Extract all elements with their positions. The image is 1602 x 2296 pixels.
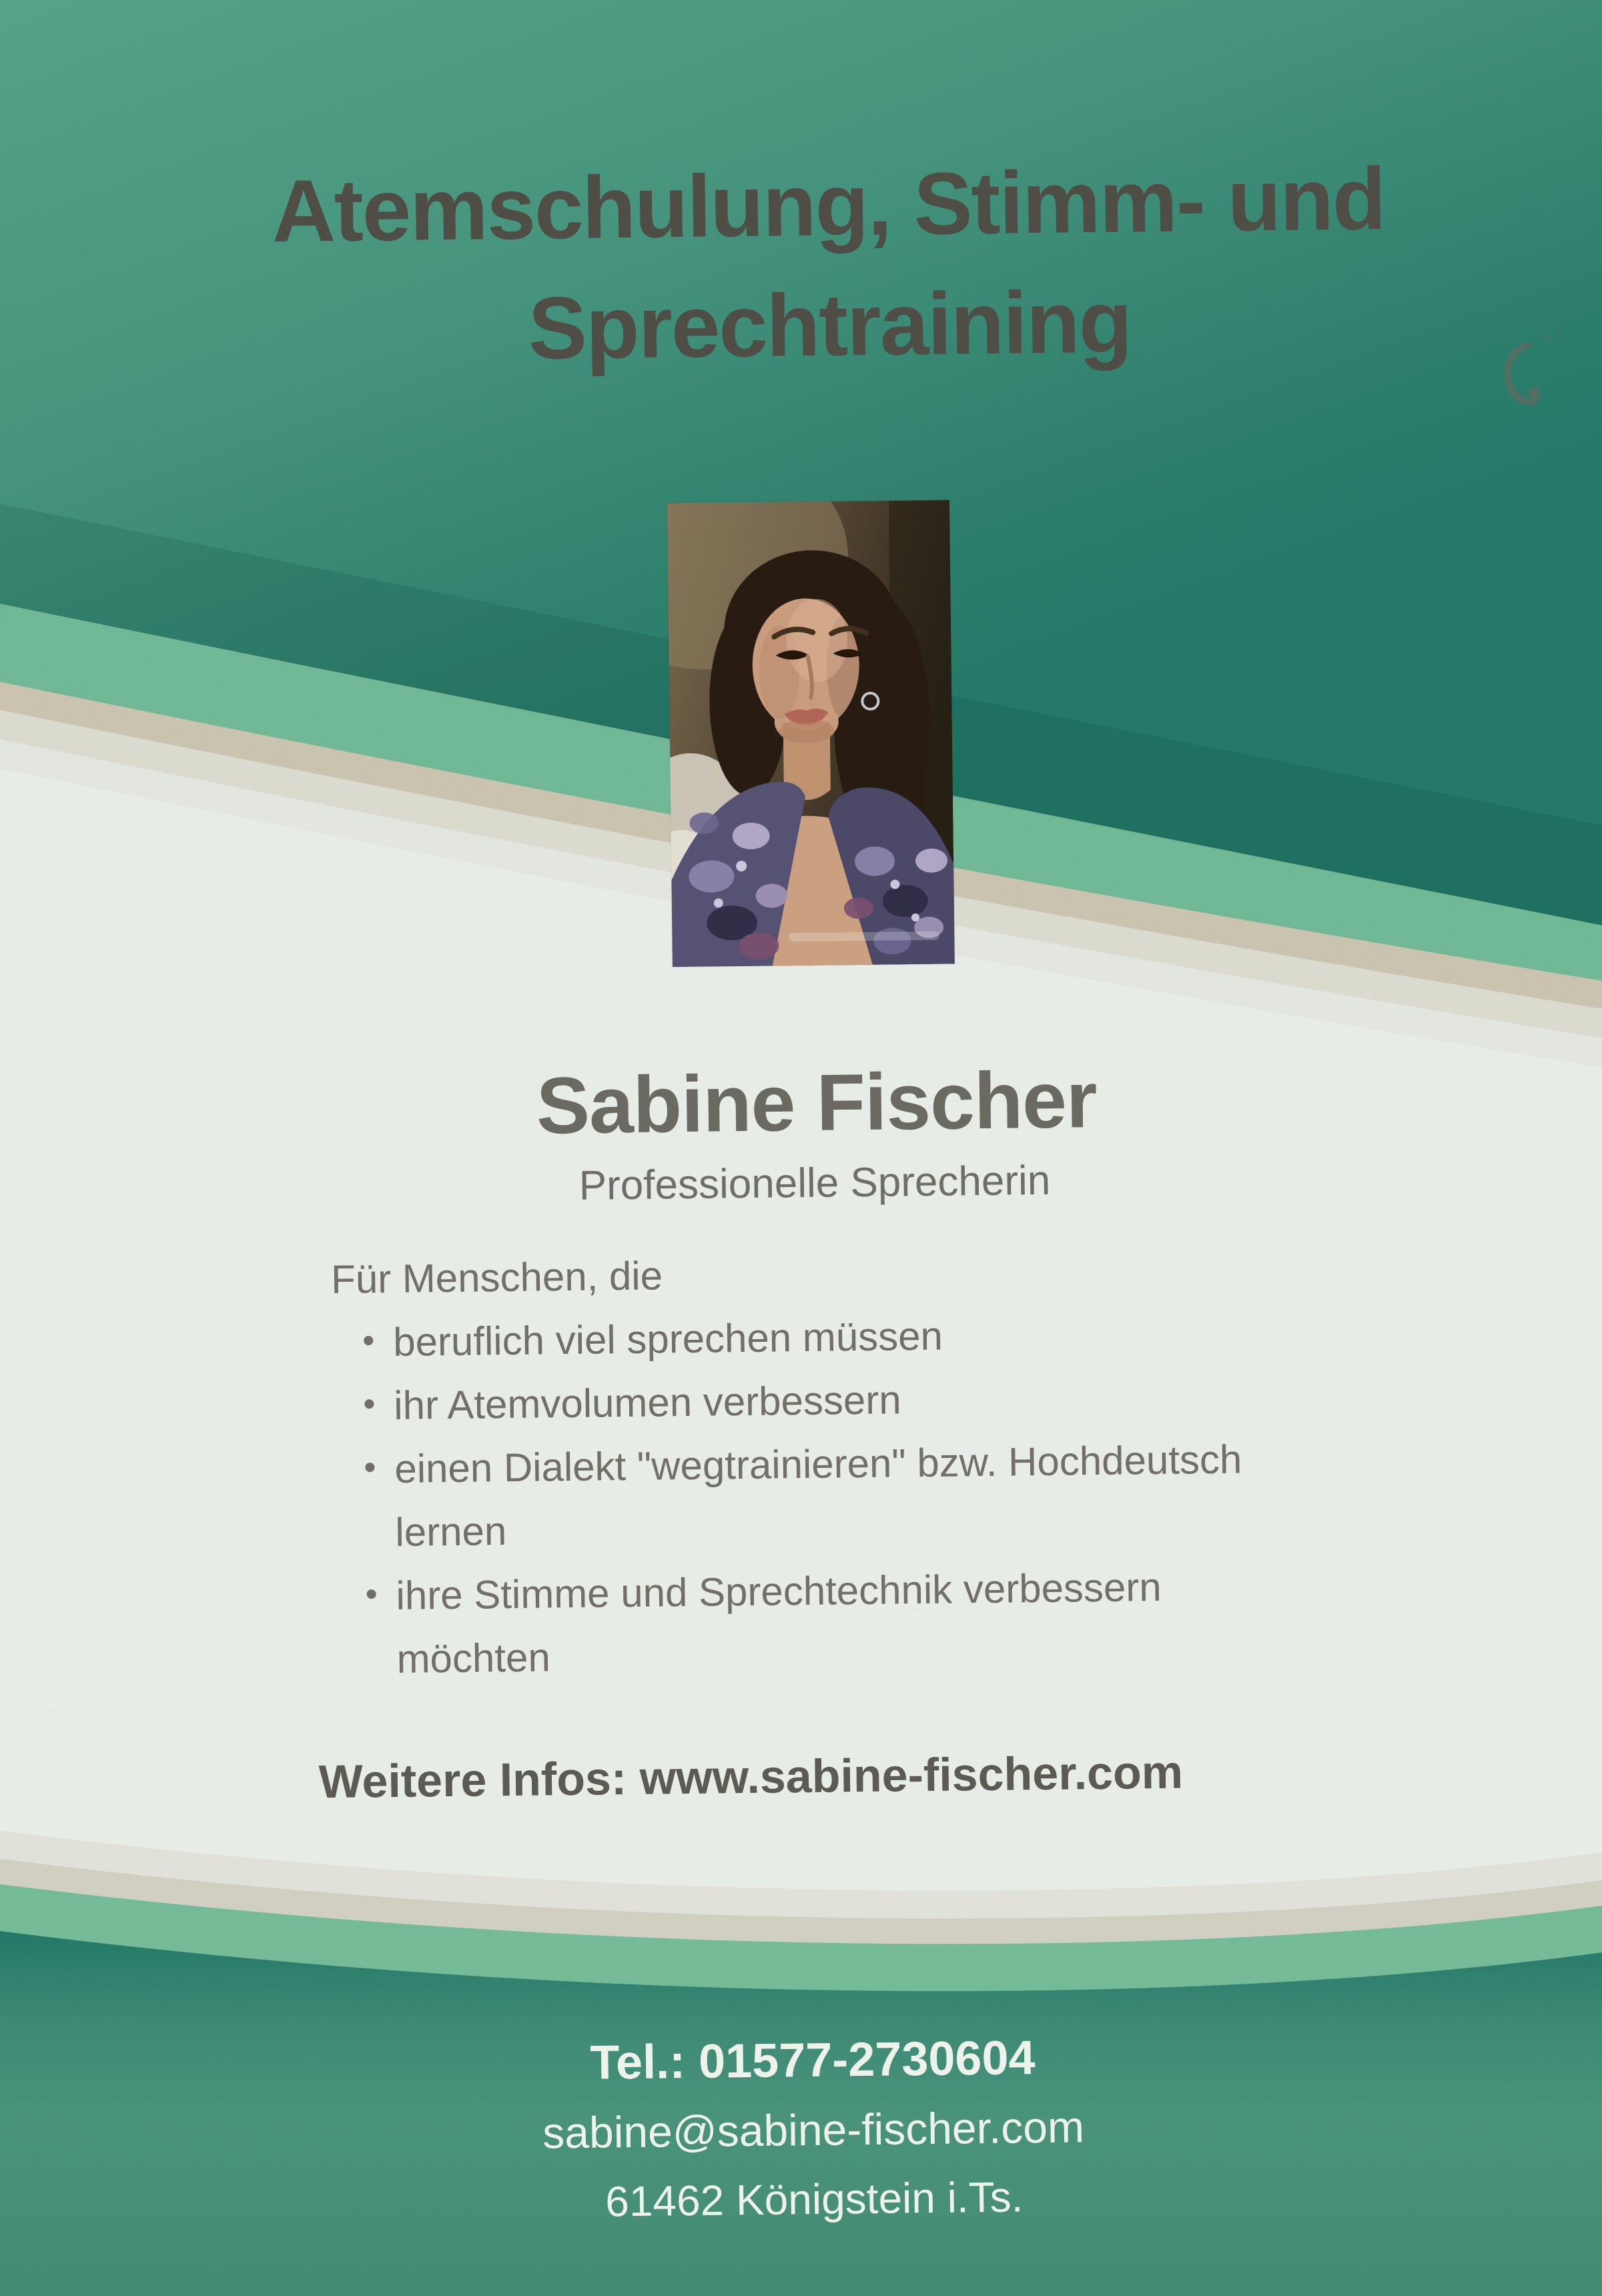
bullet-icon: • <box>364 1448 376 1487</box>
list-item <box>332 1299 1373 1375</box>
audience-section <box>331 1236 1376 1691</box>
list-item <box>332 1363 1374 1438</box>
photo-watermark <box>789 931 939 942</box>
address-line: 61462 Königstein i.Ts. <box>605 2173 1024 2226</box>
bullet-icon: • <box>362 1321 375 1361</box>
bullet-text: beruflich viel sprechen müssen <box>392 1313 943 1365</box>
bullet-text: ihr Atemvolumen verbessern <box>393 1377 901 1428</box>
contact-block <box>11 2016 1602 2243</box>
person-name: Sabine Fischer <box>536 1054 1098 1151</box>
person-role: Professionelle Sprecherin <box>578 1157 1051 1209</box>
bullet-icon: • <box>362 1385 376 1424</box>
page-title <box>27 136 1602 394</box>
audience-intro: Für Menschen, die <box>330 1253 663 1302</box>
page-title-line-1: Atemschulung, Stimm- und <box>271 149 1386 260</box>
list-item <box>333 1426 1375 1565</box>
portrait-photo <box>667 500 955 967</box>
portrait-photo-image <box>667 500 955 967</box>
website-info-line: Weitere Infos: www.sabine-fischer.com <box>318 1746 1184 1808</box>
phone-line: Tel.: 01577-2730604 <box>589 2031 1036 2090</box>
email-line: sabine@sabine-fischer.com <box>542 2102 1085 2158</box>
list-item <box>334 1553 1376 1691</box>
bullet-text: einen Dialekt "wegtrainieren" bzw. Hochdeutsch <box>394 1437 1242 1491</box>
bullet-icon: • <box>365 1575 378 1614</box>
page-title-line-2: Sprechtraining <box>527 272 1132 378</box>
audience-bullet-list <box>332 1299 1376 1691</box>
bullet-text-wrap: lernen <box>395 1509 507 1555</box>
bullet-text: ihre Stimme und Sprechtechnik verbessern <box>396 1564 1162 1618</box>
bullet-text-wrap: möchten <box>396 1635 551 1681</box>
